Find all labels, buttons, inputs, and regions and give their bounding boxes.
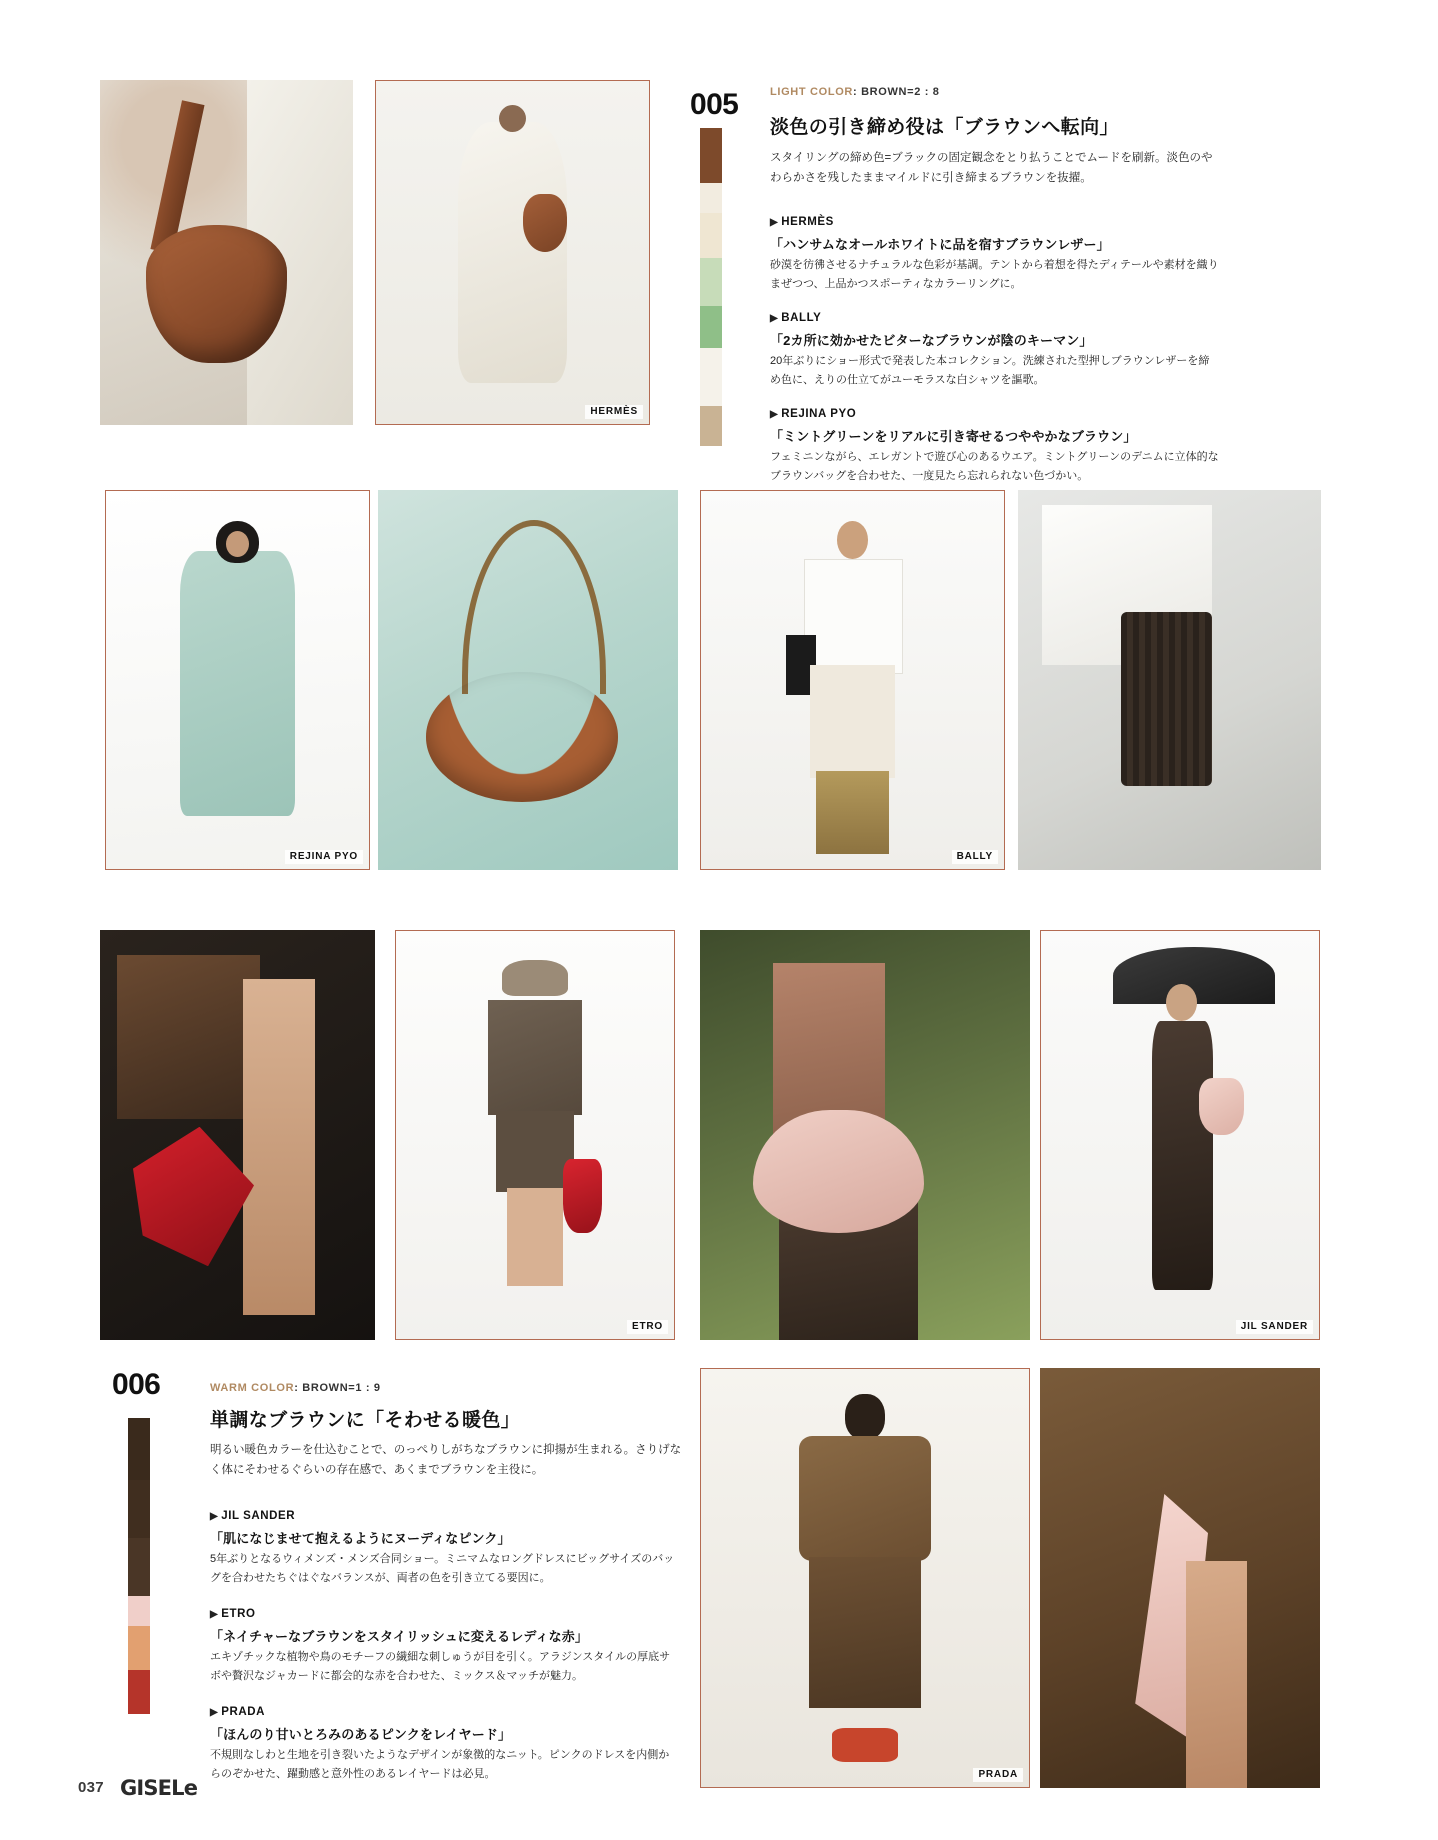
photo-hermes-bag-closeup	[100, 80, 353, 425]
magazine-masthead: GISELe	[120, 1776, 198, 1800]
triangle-icon: ▶	[770, 313, 779, 324]
swatch-chip	[700, 183, 722, 213]
entry-brand-etro: ▶ ETRO	[210, 1608, 256, 1620]
section-005-headline: 淡色の引き締め役は「ブラウンへ転向」	[770, 117, 1119, 138]
photo-prada-pink-layer-detail	[1040, 1368, 1320, 1788]
entry-subhead-hermes: 「ハンサムなオールホワイトに品を宿すブラウンレザー」	[770, 237, 1110, 252]
photo-caption-etro: ETRO	[627, 1320, 668, 1334]
entry-body-hermes: 砂漠を彷彿させるナチュラルな色彩が基調。テントから着想を得たディテールや素材を織りまぜつつ、上品かつスポーティなカラーリングに。	[770, 259, 1219, 290]
kicker-ratio: : BROWN=1 : 9	[294, 1382, 381, 1394]
entry-brand-hermes: ▶ HERMÈS	[770, 216, 834, 228]
entry-subhead-prada: 「ほんのり甘いとろみのあるピンクをレイヤード」	[210, 1727, 512, 1742]
triangle-icon: ▶	[770, 409, 779, 420]
photo-caption-prada: PRADA	[973, 1768, 1023, 1782]
swatch-chip	[700, 406, 722, 446]
entry-brand-rejina-pyo: ▶ REJINA PYO	[770, 408, 857, 420]
entry-body-rejina-pyo: フェミニンながら、エレガントで遊び心のあるウエア。ミントグリーンのデニムに立体的なブラウンバッグを合わせた、一度見たら忘れられない色づかい。	[770, 451, 1219, 482]
triangle-icon: ▶	[770, 217, 779, 228]
kicker-ratio: : BROWN=2 : 8	[853, 86, 940, 98]
swatch-chip	[128, 1626, 150, 1670]
entry-subhead-jil-sander: 「肌になじませて抱えるようにヌーディなピンク」	[210, 1531, 511, 1546]
swatch-chip	[128, 1538, 150, 1596]
triangle-icon: ▶	[210, 1707, 219, 1718]
kicker-color-label: LIGHT COLOR	[770, 86, 854, 98]
section-005-lead: スタイリングの締め色=ブラックの固定観念をとり払うことでムードを刷新。淡色のやわらかさを残したままマイルドに引き締まるブラウンを抜擢。	[770, 152, 1213, 185]
photo-bally-croc-bag-detail	[1018, 490, 1321, 870]
swatch-chip	[128, 1418, 150, 1480]
swatch-chip	[700, 258, 722, 306]
photo-caption-bally: BALLY	[952, 850, 998, 864]
photo-rejina-pyo-bag-detail	[378, 490, 678, 870]
entry-body-prada: 不規則なしわと生地を引き裂いたようなデザインが象徴的なニット。ピンクのドレスを内側からのぞかせた、躍動感と意外性のあるレイヤードは必見。	[210, 1749, 670, 1780]
photo-rejina-pyo-look	[105, 490, 370, 870]
swatch-chip	[700, 306, 722, 348]
swatch-chip	[700, 348, 722, 406]
entry-body-jil-sander: 5年ぶりとなるウィメンズ・メンズ合同ショー。ミニマムなロングドレスにビッグサイズのバッグを合わせたちぐはぐなバランスが、両者の色を引き立てる要因に。	[210, 1553, 675, 1584]
photo-prada-look	[700, 1368, 1030, 1788]
swatch-chip	[128, 1596, 150, 1626]
photo-caption-rejina-pyo: REJINA PYO	[285, 850, 363, 864]
photo-etro-look	[395, 930, 675, 1340]
photo-bally-look	[700, 490, 1005, 870]
section-number-006: 006	[112, 1368, 161, 1401]
section-005-kicker	[770, 86, 940, 98]
triangle-icon: ▶	[210, 1511, 219, 1522]
entry-subhead-etro: 「ネイチャーなブラウンをスタイリッシュに変えるレディな赤」	[210, 1629, 589, 1644]
section-006-headline: 単調なブラウンに「そわせる暖色」	[210, 1410, 521, 1431]
photo-jil-sander-look	[1040, 930, 1320, 1340]
color-swatch-strip-006	[128, 1418, 150, 1714]
swatch-chip	[128, 1480, 150, 1538]
swatch-chip	[700, 128, 722, 183]
entry-body-etro: エキゾチックな植物や鳥のモチーフの繊細な刺しゅうが目を引く。アラジンスタイルの厚底サボや贅沢なジャカードに都会的な赤を合わせた、ミックス＆マッチが魅力。	[210, 1651, 671, 1682]
swatch-chip	[700, 213, 722, 258]
photo-caption-hermes: HERMÈS	[585, 405, 643, 419]
kicker-color-label: WARM COLOR	[210, 1382, 295, 1394]
entry-brand-jil-sander: ▶ JIL SANDER	[210, 1510, 296, 1522]
entry-body-bally: 20年ぶりにショー形式で発表した本コレクション。洗練された型押しブラウンレザーを締め色に、えりの仕立てがユーモラスな白シャツを謳歌。	[770, 355, 1210, 386]
swatch-chip	[128, 1670, 150, 1714]
entry-subhead-bally: 「2カ所に効かせたビターなブラウンが陰のキーマン」	[770, 333, 1093, 348]
triangle-icon: ▶	[210, 1609, 219, 1620]
entry-brand-bally: ▶ BALLY	[770, 312, 822, 324]
photo-etro-red-bag-detail	[100, 930, 375, 1340]
photo-jil-sander-pink-bag-detail	[700, 930, 1030, 1340]
section-006-lead: 明るい暖色カラーを仕込むことで、のっぺりしがちなブラウンに抑揚が生まれる。さりげなく体にそわせるぐらいの存在感で、あくまでブラウンを主役に。	[210, 1444, 682, 1477]
entry-subhead-rejina-pyo: 「ミントグリーンをリアルに引き寄せるつややかなブラウン」	[770, 429, 1137, 444]
photo-caption-jil-sander: JIL SANDER	[1236, 1320, 1313, 1334]
photo-hermes-runway	[375, 80, 650, 425]
color-swatch-strip-005	[700, 128, 722, 446]
section-006-kicker	[210, 1382, 381, 1394]
section-number-005: 005	[690, 88, 739, 121]
entry-brand-prada: ▶ PRADA	[210, 1706, 266, 1718]
page-number: 037	[78, 1779, 104, 1796]
